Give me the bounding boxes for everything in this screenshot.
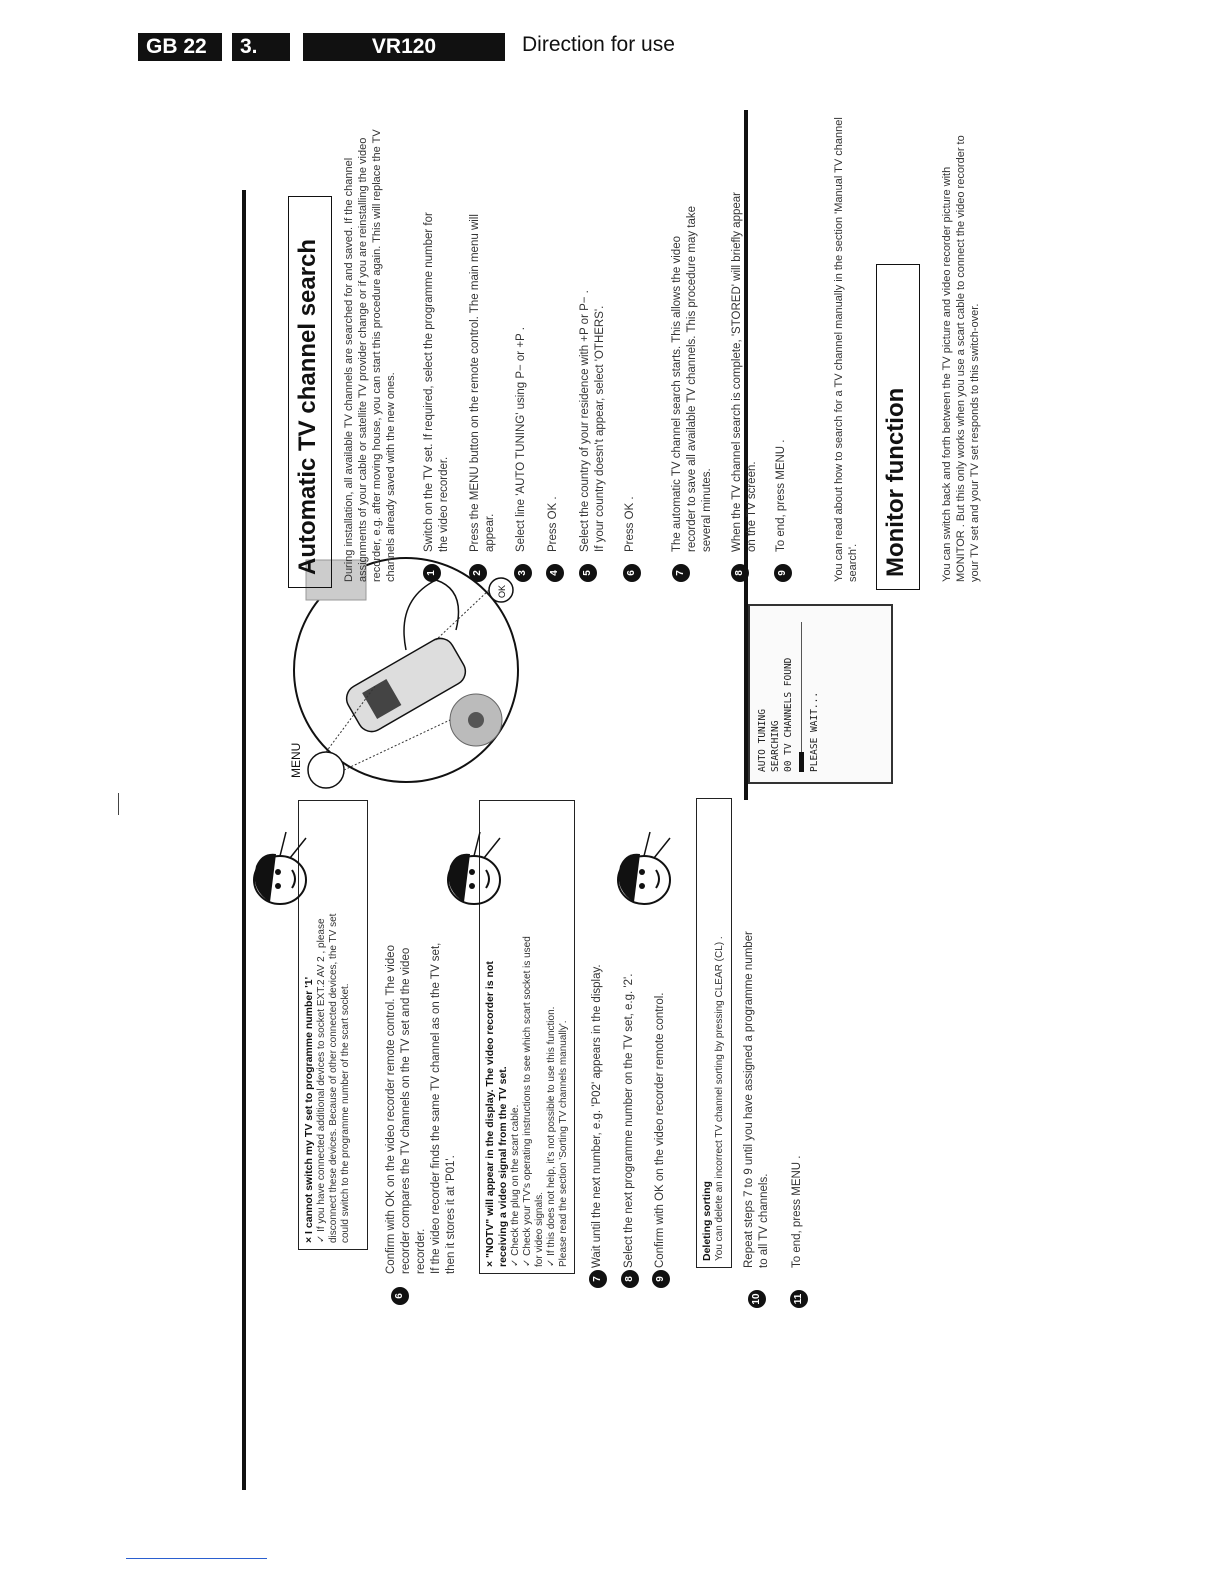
step-7-badge: 7: [589, 1270, 607, 1288]
step-4-badge: 4: [546, 564, 564, 582]
text-line: your TV set and your TV set responds to this switch-over.: [969, 303, 981, 582]
step-7-badge: 7: [672, 564, 690, 582]
text-line: Repeat steps 7 to 9 until you have assigned a programme number: [743, 931, 755, 1268]
text-line: to all TV channels.: [758, 1173, 770, 1268]
page-title: Direction for use: [522, 33, 675, 56]
helper-face-icon: [440, 830, 508, 910]
step-8-badge: 8: [731, 564, 749, 582]
text-line: MONITOR . But this only works when you use a scart cable to connect the video recorder to: [955, 135, 967, 582]
section-title-monitor: Monitor function: [882, 387, 909, 577]
tip-line: ✓ If this does not help, it's not possible to use this function.: [546, 1006, 557, 1267]
step-9-text: To end, press MENU .: [775, 439, 787, 552]
step-8-text: Select the next programme number on the TV set, e.g. '2'.: [623, 973, 635, 1268]
text-line: assignments of your cable or satellite TV provider change or if you are reinstalling the video: [357, 137, 369, 582]
step-10-text: [742, 798, 772, 1268]
step-1-text: [422, 132, 452, 552]
manual-search-note: [832, 102, 860, 582]
tip-line: for video signals.: [534, 1191, 545, 1267]
tip-line: Please read the section 'Sorting TV channels manually'.: [558, 1020, 569, 1267]
tip-line: ✓ Check your TV's operating instructions to see which scart socket is used: [522, 936, 533, 1267]
osd-progress-fill: [799, 752, 804, 772]
text-line: appear.: [484, 513, 496, 552]
text-line: Select the country of your residence with +P or P− .: [579, 290, 591, 552]
text-line: Switch on the TV set. If required, select the programme number for: [423, 212, 435, 552]
step-2-badge: 2: [469, 564, 487, 582]
text-line: recorder to save all available TV channels. This procedure may take: [686, 205, 698, 552]
step-2-text: [468, 132, 498, 552]
step-6-text: Press OK .: [624, 496, 636, 552]
step-6-badge: 6: [391, 1287, 409, 1305]
model-badge: VR120: [303, 33, 505, 61]
text-line: search'.: [847, 543, 859, 582]
section-heading-box: [876, 264, 920, 590]
auto-tuning-osd-screen: [748, 604, 893, 784]
tip-line: ✓ Check the plug on the scart cable.: [510, 1104, 521, 1267]
tip-box-deleting-sorting: [696, 798, 732, 1268]
text-line: You can switch back and forth between the TV picture and video recorder picture with: [941, 166, 953, 582]
text-line: then it stores it at 'P01'.: [445, 1155, 457, 1274]
tip-heading: × "NOTV" will appear in the display. The video recorder is not: [484, 961, 496, 1267]
tip-heading: receiving a video signal from the TV set.: [497, 1066, 509, 1267]
osd-line: PLEASE WAIT...: [809, 691, 820, 772]
osd-line: SEARCHING: [770, 720, 781, 772]
step-5-badge: 5: [579, 564, 597, 582]
tip-line: You can delete an incorrect TV channel sorting by pressing CLEAR (CL) .: [714, 936, 725, 1261]
text-line: Confirm with OK on the video recorder remote control. The video: [385, 945, 397, 1274]
step-3-badge: 3: [514, 564, 532, 582]
rotated-page: [170, 100, 1090, 1500]
text-line: channels already saved with the new ones.: [385, 372, 397, 582]
step-9-badge: 9: [774, 564, 792, 582]
step-9-badge: 9: [652, 1270, 670, 1288]
helper-face-icon: [610, 830, 678, 910]
text-line: The automatic TV channel search starts. This allows the video: [671, 236, 683, 552]
tip-line: ✓ If you have connected additional devices to socket EXT.2 AV 2 , please: [316, 918, 327, 1243]
intro-paragraph: [342, 102, 398, 582]
section-title-auto-search: Automatic TV channel search: [294, 238, 321, 575]
text-line: recorder, e.g. after moving house, you can start this procedure again. This will replace the TV: [371, 129, 383, 582]
tip-heading: Deleting sorting: [701, 1181, 713, 1261]
osd-line: AUTO TUNING: [757, 709, 768, 772]
text-line: You can read about how to search for a TV channel manually in the section 'Manual TV channel: [833, 117, 845, 582]
ok-callout-label: OK: [497, 584, 507, 598]
text-line: Press the MENU button on the remote control. The main menu will: [469, 214, 481, 552]
text-line: During installation, all available TV channels are searched for and saved. If the channel: [343, 157, 355, 582]
step-6-badge: 6: [623, 564, 641, 582]
page-number-badge: GB 22: [138, 33, 222, 61]
tip-heading: × I cannot switch my TV set to programme number '1': [303, 976, 315, 1243]
step-9-text: Confirm with OK on the video recorder remote control.: [654, 992, 666, 1268]
margin-tick: [118, 793, 119, 815]
text-line: the video recorder.: [438, 456, 450, 552]
step-4-text: Press OK .: [547, 496, 559, 552]
chapter-badge: 3.: [232, 33, 290, 61]
text-line: recorder.: [415, 1228, 427, 1274]
tip-line: disconnect these devices. Because of other connected devices, the TV set: [328, 913, 339, 1243]
step-11-badge: 11: [790, 1290, 808, 1308]
step-10-badge: 10: [748, 1290, 766, 1308]
text-line: on the TV screen.: [746, 461, 758, 552]
helper-face-icon: [246, 830, 314, 910]
menu-callout-label: MENU: [289, 742, 303, 778]
section-heading-box: [288, 196, 332, 588]
osd-progress-track: [801, 622, 802, 752]
tip-line: could switch to the programme number of the scart socket.: [340, 983, 351, 1243]
step-1-badge: 1: [423, 564, 441, 582]
step-8-text: [730, 132, 760, 552]
step-3-text: Select line 'AUTO TUNING' using P− or +P .: [515, 327, 527, 552]
step-5-text: [578, 132, 608, 552]
text-line: If your country doesn't appear, select 'OTHERS'.: [594, 305, 606, 552]
step-8-badge: 8: [621, 1270, 639, 1288]
osd-line: 00 TV CHANNELS FOUND: [783, 657, 794, 772]
text-line: If the video recorder finds the same TV channel as on the TV set,: [430, 942, 442, 1274]
step-7-text: Wait until the next number, e.g. 'P02' appears in the display.: [591, 964, 603, 1268]
footer-link-line: [126, 1558, 267, 1559]
text-line: several minutes.: [701, 468, 713, 552]
text-line: When the TV channel search is complete, 'STORED' will briefly appear: [731, 192, 743, 552]
step-7-text: [670, 132, 715, 552]
text-line: recorder compares the TV channels on the TV set and the video: [400, 947, 412, 1274]
osd-progress-bar: [795, 616, 808, 772]
monitor-paragraph: [940, 102, 982, 582]
step-11-text: To end, press MENU .: [791, 1155, 803, 1268]
